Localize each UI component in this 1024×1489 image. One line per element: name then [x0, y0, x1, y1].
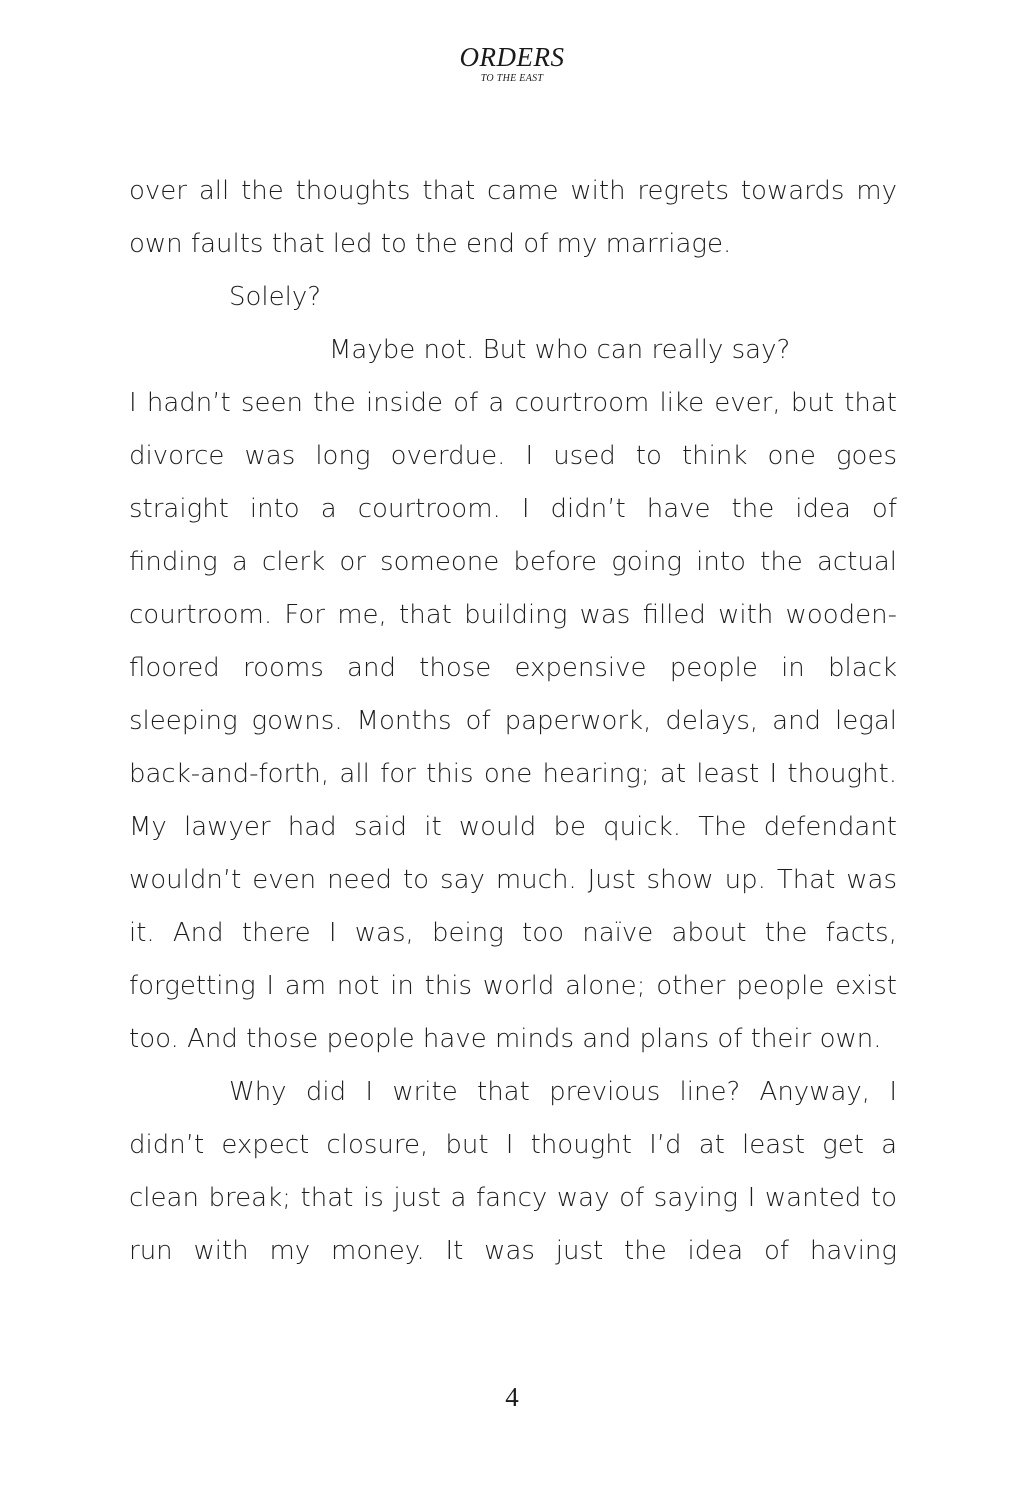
text-line: own faults that led to the end of my marriage.	[129, 229, 732, 259]
text-line: over all the thoughts that came with regrets towards my	[129, 176, 897, 206]
book-title: ORDERS	[459, 42, 565, 72]
text-line: floored rooms and those expensive people in black	[129, 653, 897, 683]
text-line: back-and-forth, all for this one hearing; at least I thought.	[129, 759, 897, 789]
text-line: Why did I write that previous line? Anyway, I	[229, 1077, 897, 1107]
text-line: wouldn’t even need to say much. Just show up. That was	[129, 865, 897, 895]
text-line: run with my money. It was just the idea of having	[129, 1236, 897, 1266]
text-line: Solely?	[229, 282, 322, 312]
book-subtitle: TO THE EAST	[480, 73, 544, 84]
page-body	[129, 165, 897, 1278]
text-line: I hadn’t seen the inside of a courtroom like ever, but that	[129, 388, 897, 418]
text-line: courtroom. For me, that building was filled with wooden-	[129, 600, 897, 630]
running-header	[0, 44, 1024, 84]
text-line: clean break; that is just a fancy way of saying I wanted to	[129, 1183, 897, 1213]
text-line: didn’t expect closure, but I thought I’d at least get a	[129, 1130, 897, 1160]
text-line: it. And there I was, being too naïve about the facts,	[129, 918, 897, 948]
text-line: My lawyer had said it would be quick. The defendant	[129, 812, 897, 842]
text-line: finding a clerk or someone before going into the actual	[129, 547, 897, 577]
text-line: Maybe not. But who can really say?	[329, 335, 791, 365]
text-line: too. And those people have minds and plans of their own.	[129, 1024, 882, 1054]
page-number: 4	[505, 1382, 519, 1412]
text-line: forgetting I am not in this world alone; other people exist	[129, 971, 897, 1001]
text-line: straight into a courtroom. I didn’t have the idea of	[129, 494, 897, 524]
text-line: divorce was long overdue. I used to think one goes	[129, 441, 897, 471]
text-line: sleeping gowns. Months of paperwork, delays, and legal	[129, 706, 897, 736]
